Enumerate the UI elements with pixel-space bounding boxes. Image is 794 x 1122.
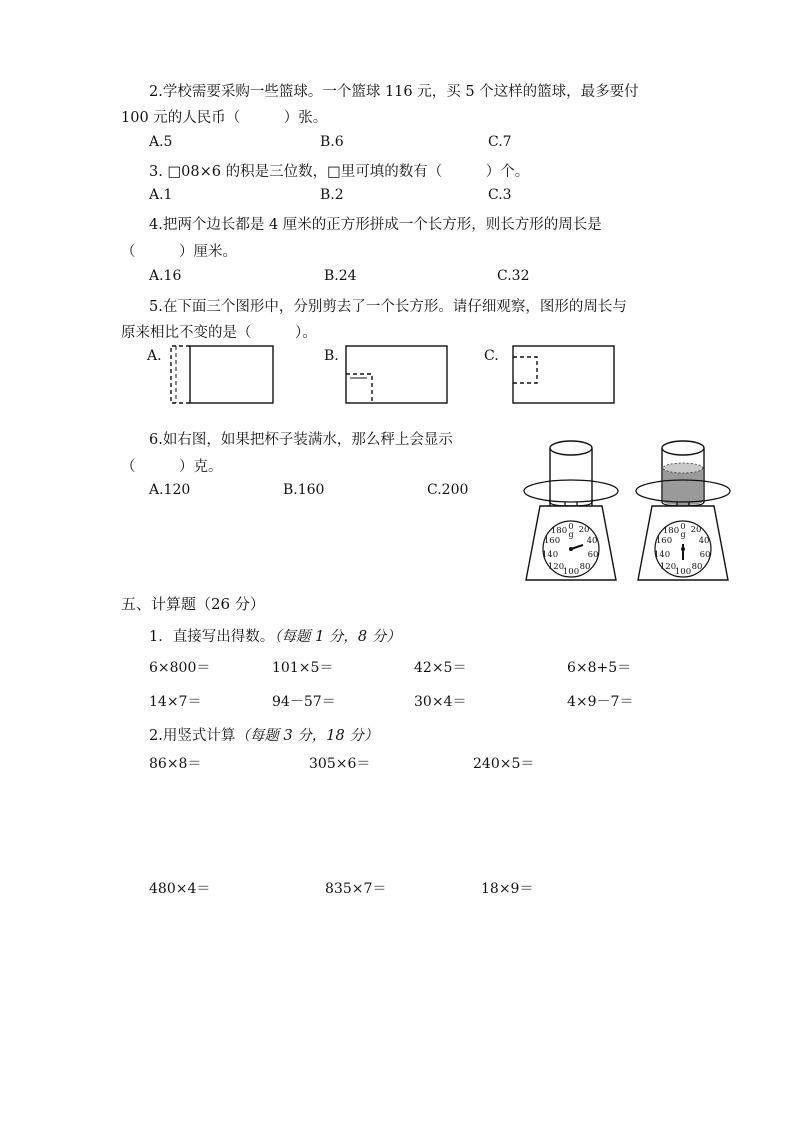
oral-calc-5: 14×7＝ — [149, 694, 202, 710]
scale-empty-needle-pivot — [569, 547, 573, 551]
scale-empty-tick-20: 20 — [578, 525, 590, 535]
q5-figure-c-rect — [513, 346, 614, 403]
scale-empty-tick-60: 60 — [587, 550, 599, 560]
section5-title: 五、计算题（26 分） — [121, 595, 265, 613]
scale-empty-tick-160: 160 — [543, 536, 561, 546]
cup-water-surface — [663, 463, 703, 473]
oral-calc-6: 94－57＝ — [272, 694, 336, 710]
q5-figure-b — [345, 345, 450, 405]
cup-empty-rim — [550, 441, 592, 455]
oral-calc-8: 4×9－7＝ — [567, 694, 634, 710]
scale-water-tick-140: 140 — [653, 550, 671, 560]
part1-title — [149, 625, 401, 646]
scale-empty-tick-140: 140 — [541, 550, 559, 560]
q5-figure-c — [512, 345, 617, 405]
q4-option-c: C.32 — [497, 268, 530, 284]
vertical-calc-2: 305×6＝ — [309, 756, 371, 772]
scale-water-tick-20: 20 — [690, 525, 702, 535]
vertical-calc-4: 480×4＝ — [149, 881, 211, 897]
vertical-calc-5: 835×7＝ — [325, 881, 387, 897]
scale-empty-tick-40: 40 — [586, 536, 598, 546]
q6-option-b: B.160 — [283, 482, 325, 498]
q5-line1: 5.在下面三个图形中，分别剪去了一个长方形。请仔细观察，图形的周长与 — [149, 299, 627, 315]
vertical-calc-3: 240×5＝ — [473, 756, 535, 772]
q4-line1: 4.把两个边长都是 4 厘米的正方形拼成一个长方形，则长方形的周长是 — [149, 217, 602, 233]
cup-water-fill — [663, 468, 703, 505]
scale-water-tick-120: 120 — [659, 562, 677, 572]
q3-option-c: C.3 — [488, 187, 512, 203]
q5-line2: 原来相比不变的是（ ）。 — [121, 325, 317, 341]
q5-label-a: A. — [147, 348, 162, 364]
q2-option-b: B.6 — [320, 134, 344, 150]
scale-empty-tick-100: 100 — [562, 567, 580, 577]
oral-calc-1: 6×800＝ — [149, 660, 211, 676]
oral-calc-4: 6×8+5＝ — [567, 660, 632, 676]
q5-label-c: C. — [484, 348, 499, 364]
q3-text: 3. □08×6 的积是三位数，□里可填的数有（ ）个。 — [149, 164, 530, 180]
part2-title-note: （每题 3 分，18 分） — [235, 728, 379, 744]
vertical-calc-1: 86×8＝ — [149, 756, 202, 772]
q5-figure-c-cut — [513, 357, 537, 383]
scale-water-tick-160: 160 — [655, 536, 673, 546]
scale-water-tick-100: 100 — [674, 567, 692, 577]
q2-line2: 100 元的人民币（ ）张。 — [121, 110, 328, 126]
q6-line1: 6.如右图，如果把杯子装满水，那么秤上会显示 — [149, 432, 453, 448]
scale-empty-tick-180: 180 — [550, 526, 568, 536]
part1-title-main: 1．直接写出得数。 — [149, 629, 275, 645]
scale-water-cup — [634, 436, 734, 584]
q3-option-a: A.1 — [149, 187, 173, 203]
q3-option-b: B.2 — [320, 187, 344, 203]
q5-label-b: B. — [324, 348, 339, 364]
q4-option-a: A.16 — [149, 268, 182, 284]
scale-water-tick-80: 80 — [691, 562, 703, 572]
scale-empty-unit: g — [568, 530, 574, 539]
oral-calc-3: 42×5＝ — [414, 660, 467, 676]
scale-empty-tick-80: 80 — [579, 562, 591, 572]
scale-empty-tick-0: 0 — [568, 522, 574, 532]
q4-option-b: B.24 — [324, 268, 357, 284]
q4-line2: （ ）厘米。 — [121, 244, 237, 260]
q6-line2: （ ）克。 — [121, 459, 223, 475]
q2-option-a: A.5 — [149, 134, 173, 150]
part2-title — [149, 724, 378, 745]
vertical-calc-6: 18×9＝ — [481, 881, 534, 897]
scale-water-unit: g — [680, 530, 686, 539]
scale-water-tick-180: 180 — [662, 526, 680, 536]
cup-empty-body — [550, 448, 592, 506]
oral-calc-2: 101×5＝ — [272, 660, 334, 676]
q6-option-c: C.200 — [427, 482, 469, 498]
scale-water-tick-0: 0 — [680, 522, 686, 532]
scale-water-tick-60: 60 — [699, 550, 711, 560]
q2-line1: 2.学校需要采购一些篮球。一个篮球 116 元，买 5 个这样的篮球，最多要付 — [149, 84, 639, 100]
scale-empty-tick-120: 120 — [547, 562, 565, 572]
q5-figure-a — [168, 345, 278, 405]
q5-figure-a-cut — [171, 346, 190, 403]
q5-figure-a-rect — [190, 346, 273, 403]
oral-calc-7: 30×4＝ — [414, 694, 467, 710]
scale-water-tick-40: 40 — [698, 536, 710, 546]
q6-option-a: A.120 — [149, 482, 191, 498]
part1-title-note: （每题 1 分，8 分） — [274, 629, 401, 645]
scale-water-needle-pivot — [681, 547, 685, 551]
q2-option-c: C.7 — [488, 134, 512, 150]
cup-water-rim — [662, 441, 704, 455]
scale-empty-cup — [522, 436, 622, 584]
part2-title-main: 2.用竖式计算 — [149, 728, 236, 744]
